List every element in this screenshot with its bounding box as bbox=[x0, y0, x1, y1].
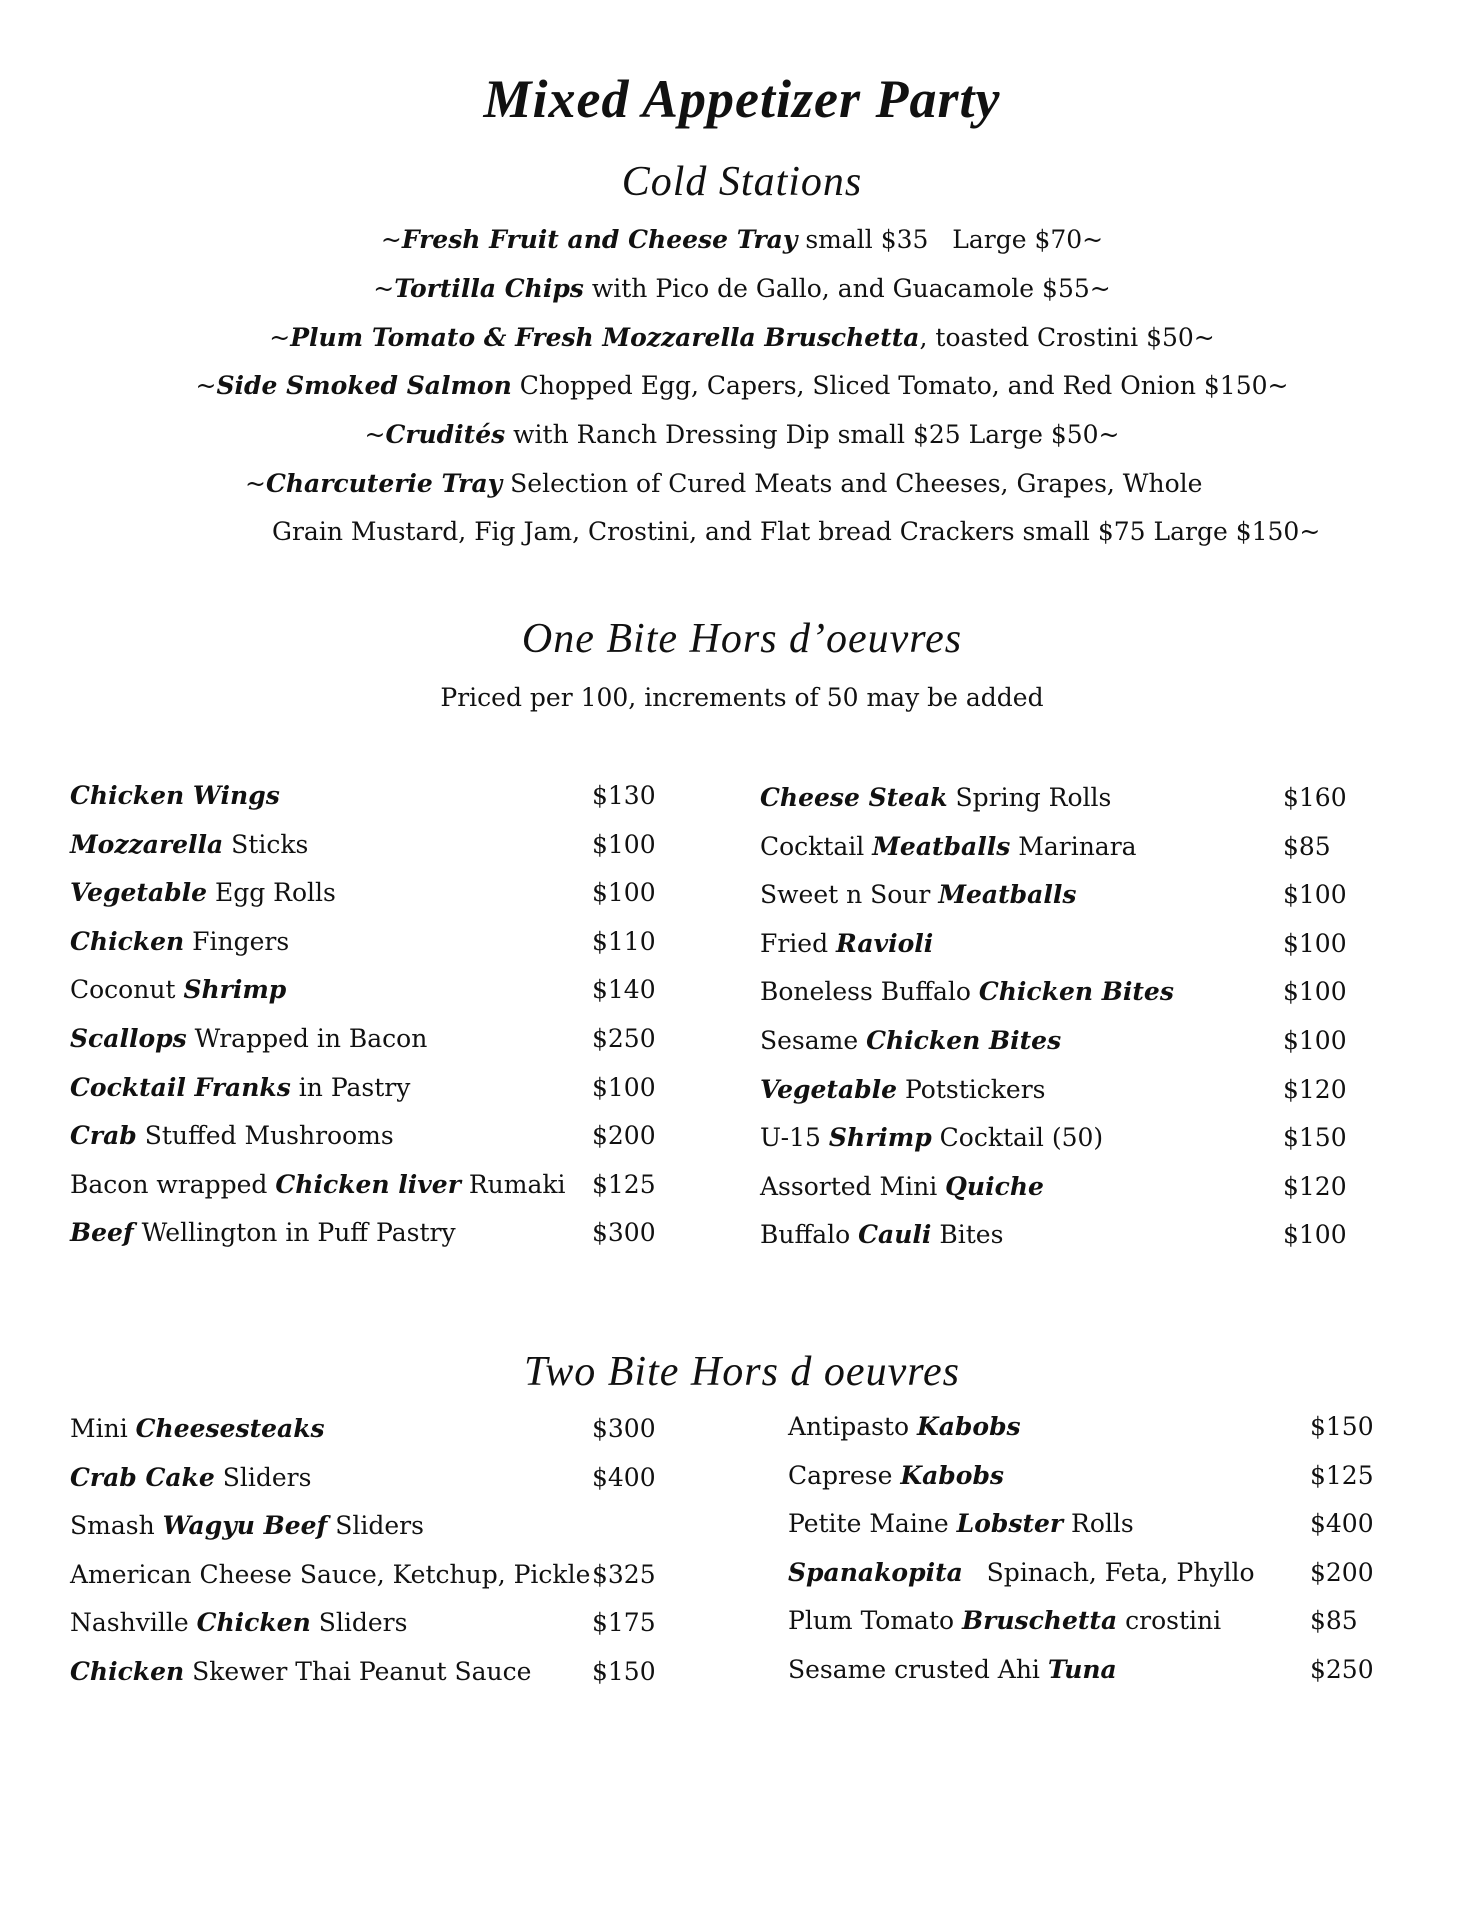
menu-item-highlight: Cauli bbox=[858, 1220, 932, 1250]
menu-item bbox=[760, 783, 1111, 812]
menu-item-text: Rumaki bbox=[460, 1169, 566, 1199]
menu-item bbox=[70, 927, 289, 956]
menu-item-text: Boneless Buffalo bbox=[760, 977, 979, 1007]
menu-item-highlight: Lobster bbox=[956, 1509, 1064, 1539]
menu-item-highlight: Wagyu Beef bbox=[162, 1511, 328, 1541]
menu-item-text: Cocktail (50) bbox=[931, 1123, 1104, 1153]
menu-item-text: Sesame crusted Ahi bbox=[788, 1655, 1048, 1684]
cold-item: ~Side Smoked Salmon Chopped Egg, Capers, Sliced Tomato, and Red Onion $150~ bbox=[195, 371, 1289, 400]
menu-item-price: $100 bbox=[1283, 977, 1347, 1007]
menu-item-highlight: Scallops bbox=[70, 1024, 187, 1053]
menu-item-price: $400 bbox=[1310, 1509, 1374, 1539]
cold-item-continued: Grain Mustard, Fig Jam, Crostini, and Flat bread Crackers small $75 Large $150~ bbox=[272, 517, 1321, 546]
menu-item-price: $85 bbox=[1283, 831, 1331, 861]
menu-item-highlight: Chicken bbox=[70, 926, 185, 956]
menu-item bbox=[70, 781, 280, 810]
menu-item-text: Antipasto bbox=[788, 1412, 917, 1441]
menu-item-highlight: Mozzarella bbox=[70, 829, 224, 859]
menu-item-text: Cocktail bbox=[760, 831, 873, 861]
menu-item-price: $200 bbox=[592, 1121, 656, 1151]
menu-item-price: $110 bbox=[592, 926, 656, 956]
menu-item-price: $300 bbox=[592, 1414, 656, 1443]
menu-item-text: U-15 bbox=[760, 1123, 829, 1153]
menu-item-text: Bites bbox=[931, 1220, 1004, 1250]
menu-item bbox=[760, 1220, 1003, 1249]
menu-item bbox=[788, 1558, 1255, 1587]
menu-item-price: $100 bbox=[1283, 880, 1347, 910]
menu-item-text: Sesame bbox=[760, 1026, 867, 1055]
menu-item-price: $400 bbox=[592, 1462, 656, 1492]
menu-item-price: $200 bbox=[1310, 1557, 1374, 1587]
menu-item-text: Sweet n Sour bbox=[760, 880, 939, 910]
menu-item-highlight: Vegetable bbox=[70, 878, 208, 908]
menu-item bbox=[70, 1511, 424, 1540]
menu-item bbox=[760, 1075, 1045, 1104]
menu-item-price: $150 bbox=[1310, 1412, 1374, 1441]
menu-item bbox=[70, 1121, 394, 1150]
menu-item bbox=[788, 1655, 1117, 1684]
menu-item bbox=[788, 1461, 1004, 1490]
menu-item bbox=[760, 929, 933, 958]
menu-item-text: Potstickers bbox=[897, 1074, 1046, 1104]
menu-item-price: $85 bbox=[1310, 1606, 1358, 1636]
menu-item bbox=[760, 977, 1174, 1006]
menu-item-highlight: Bruschetta bbox=[962, 1606, 1118, 1636]
one-bite-heading: One Bite Hors d’oeuvres bbox=[521, 616, 963, 662]
menu-item-price: $300 bbox=[592, 1218, 656, 1248]
menu-item-text: Nashville bbox=[70, 1608, 197, 1638]
menu-item-text: Caprese bbox=[788, 1460, 901, 1490]
menu-item bbox=[760, 1172, 1044, 1201]
menu-item bbox=[70, 1608, 407, 1637]
menu-item-text: Skewer Thai Peanut Sauce bbox=[184, 1657, 532, 1686]
menu-item-text: Petite Maine bbox=[788, 1509, 957, 1539]
menu-item-highlight: Chicken liver bbox=[275, 1169, 461, 1199]
menu-item-price: $250 bbox=[592, 1024, 656, 1053]
menu-item-price: $125 bbox=[1310, 1460, 1374, 1490]
menu-item-highlight: Meatballs bbox=[938, 880, 1077, 910]
menu-item-price: $100 bbox=[592, 1072, 656, 1102]
menu-item-text: crostini bbox=[1117, 1606, 1222, 1636]
menu-item-price: $100 bbox=[1283, 1026, 1347, 1055]
menu-item-highlight: Chicken bbox=[70, 1657, 185, 1686]
menu-item-price: $120 bbox=[1283, 1074, 1347, 1104]
menu-item bbox=[70, 1657, 531, 1686]
menu-item-text: Bacon wrapped bbox=[70, 1169, 276, 1199]
menu-item bbox=[70, 1073, 410, 1102]
menu-item-text: Spring Rolls bbox=[947, 783, 1112, 812]
menu-item-price: $150 bbox=[1283, 1123, 1347, 1153]
menu-item-price: $250 bbox=[1310, 1655, 1374, 1684]
menu-item bbox=[70, 1024, 427, 1053]
menu-item-highlight: Chicken Bites bbox=[978, 977, 1174, 1007]
menu-item bbox=[760, 1026, 1061, 1055]
menu-item-highlight: Cheesesteaks bbox=[135, 1414, 325, 1443]
menu-item bbox=[788, 1606, 1221, 1635]
menu-item bbox=[788, 1509, 1134, 1538]
menu-item-highlight: Shrimp bbox=[828, 1123, 932, 1153]
two-bite-heading: Two Bite Hors d oeuvres bbox=[524, 1349, 960, 1395]
menu-item-text: Fried bbox=[760, 928, 837, 958]
cold-item: ~Charcuterie Tray Selection of Cured Meats and Cheeses, Grapes, Whole bbox=[245, 469, 1203, 498]
menu-item-text: Sliders bbox=[327, 1511, 424, 1541]
menu-item-price: $150 bbox=[592, 1657, 656, 1686]
menu-item-highlight: Beef bbox=[70, 1218, 134, 1248]
menu-item-price: $140 bbox=[592, 975, 656, 1005]
menu-item-price: $160 bbox=[1283, 783, 1347, 812]
menu-item bbox=[70, 1170, 566, 1199]
menu-item-text: Buffalo bbox=[760, 1220, 859, 1250]
menu-item-text: Rolls bbox=[1063, 1509, 1134, 1539]
cold-item: ~Crudités with Ranch Dressing Dip small $25 Large $50~ bbox=[364, 420, 1120, 449]
menu-item-text: in Pastry bbox=[290, 1072, 411, 1102]
menu-item-highlight: Kabobs bbox=[900, 1460, 1004, 1490]
menu-item-text: Smash bbox=[70, 1511, 163, 1541]
menu-item-text: Wrapped in Bacon bbox=[186, 1024, 428, 1053]
menu-item-price: $100 bbox=[592, 878, 656, 908]
menu-item-highlight: Chicken Wings bbox=[70, 781, 280, 810]
menu-item-highlight: Crab bbox=[70, 1121, 137, 1151]
menu-item-text: Assorted Mini bbox=[760, 1171, 946, 1201]
menu-item-highlight: Spanakopita bbox=[788, 1557, 963, 1587]
cold-item: ~Plum Tomato & Fresh Mozzarella Bruschetta, toasted Crostini $50~ bbox=[269, 323, 1215, 352]
menu-item bbox=[70, 975, 286, 1004]
menu-item-highlight: Cocktail Franks bbox=[70, 1072, 291, 1102]
menu-item-highlight: Kabobs bbox=[916, 1412, 1021, 1441]
menu-item-highlight: Chicken bbox=[196, 1608, 311, 1638]
menu-item-text: Sliders bbox=[214, 1462, 312, 1492]
page-title: Mixed Appetizer Party bbox=[483, 69, 1001, 129]
menu-item-highlight: Chicken Bites bbox=[866, 1026, 1062, 1055]
cold-stations-heading: Cold Stations bbox=[621, 159, 863, 205]
menu-item-text: Marinara bbox=[1010, 831, 1137, 861]
menu-item-text: Mini bbox=[70, 1414, 136, 1443]
menu-item-highlight: Meatballs bbox=[872, 831, 1011, 861]
menu-item-highlight: Ravioli bbox=[836, 928, 934, 958]
menu-item-highlight: Cheese Steak bbox=[760, 783, 948, 812]
menu-item-text: American Cheese Sauce, Ketchup, Pickle bbox=[70, 1559, 591, 1589]
menu-item bbox=[70, 1414, 325, 1443]
menu-item-text: Egg Rolls bbox=[207, 878, 336, 908]
menu-item bbox=[70, 878, 336, 907]
menu-item bbox=[70, 1560, 590, 1589]
menu-item-highlight: Shrimp bbox=[183, 975, 287, 1005]
menu-item-price: $130 bbox=[592, 781, 656, 810]
menu-item bbox=[760, 880, 1076, 909]
menu-item-highlight: Crab Cake bbox=[70, 1462, 215, 1492]
menu-item-text: Coconut bbox=[70, 975, 184, 1005]
menu-item-price: $120 bbox=[1283, 1171, 1347, 1201]
cold-item: ~Tortilla Chips with Pico de Gallo, and Guacamole $55~ bbox=[373, 274, 1111, 303]
menu-item-price: $325 bbox=[592, 1559, 656, 1589]
menu-item bbox=[760, 832, 1137, 861]
cold-item: ~Fresh Fruit and Cheese Tray small $35 Large $70~ bbox=[380, 225, 1104, 254]
menu-item-text: Sticks bbox=[223, 829, 309, 859]
menu-item bbox=[760, 1123, 1103, 1152]
menu-item bbox=[70, 1463, 311, 1492]
menu-item-highlight: Quiche bbox=[945, 1171, 1044, 1201]
menu-item-text: Fingers bbox=[184, 926, 290, 956]
menu-item-text: Wellington in Puff Pastry bbox=[133, 1218, 456, 1248]
menu-item-price: $100 bbox=[592, 829, 656, 859]
menu-item-price: $100 bbox=[1283, 928, 1347, 958]
menu-item-price: $175 bbox=[592, 1608, 656, 1638]
menu-item-text: Sliders bbox=[310, 1608, 408, 1638]
menu-item bbox=[70, 1218, 456, 1247]
menu-item-text: Spinach, Feta, Phyllo bbox=[962, 1557, 1255, 1587]
menu-item-text: Stuffed Mushrooms bbox=[136, 1121, 394, 1151]
menu-item-price: $100 bbox=[1283, 1220, 1347, 1250]
menu-item-price: $125 bbox=[592, 1169, 656, 1199]
menu-item-text: Plum Tomato bbox=[788, 1606, 963, 1636]
menu-item bbox=[70, 830, 308, 859]
menu-item-highlight: Vegetable bbox=[760, 1074, 898, 1104]
pricing-note: Priced per 100, increments of 50 may be added bbox=[440, 683, 1044, 712]
menu-item-highlight: Tuna bbox=[1047, 1655, 1117, 1684]
menu-item bbox=[788, 1412, 1021, 1441]
